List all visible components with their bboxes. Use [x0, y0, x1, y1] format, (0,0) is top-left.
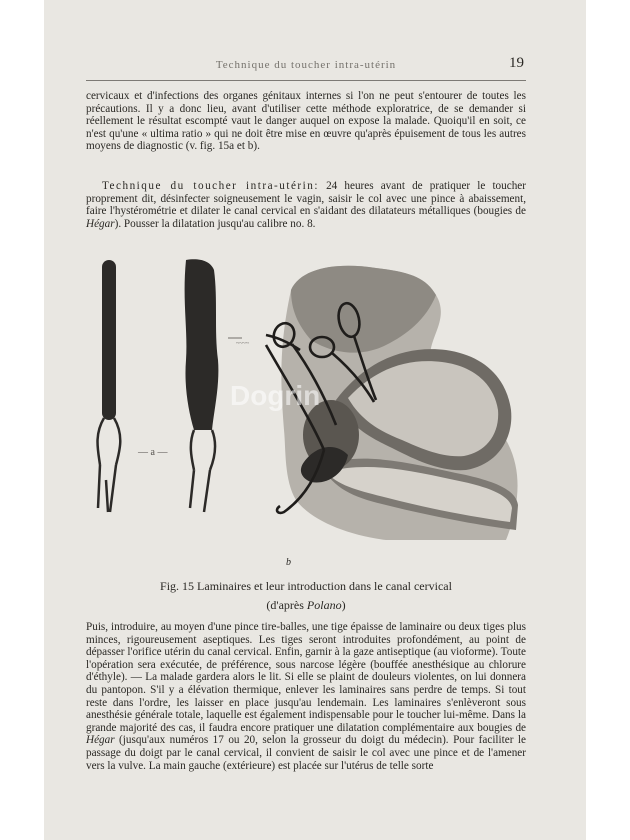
paragraph-2-text: [86, 180, 526, 230]
watermark-text: Dogrin: [230, 380, 321, 411]
paragraph-3-italic: Hégar: [86, 734, 115, 747]
figure-15-drawing: [86, 250, 526, 580]
paragraph-2-lead: Technique du toucher intra-utérin:: [102, 180, 319, 192]
paragraph-3: [86, 621, 526, 772]
page-header: [86, 50, 526, 81]
paragraph-1: [86, 90, 526, 153]
running-title: Technique du toucher intra-utérin: [215, 59, 397, 71]
paragraph-2-italic: Hégar: [86, 217, 115, 230]
laminaria-thin-drawing: [98, 260, 121, 512]
paragraph-2: [86, 180, 526, 230]
figure-source: [86, 598, 526, 613]
page-number: 19: [509, 55, 524, 71]
figure-15-illustration: [86, 250, 526, 580]
scale-label: ~~~~: [236, 341, 249, 347]
figure-source-author: Polano: [306, 598, 342, 612]
paragraph-3-body-a: Puis, introduire, au moyen d'une pince tire-balles, une tige épaisse de laminaire ou deux tiges plus minces, rigoureusement aseptiques. Les tiges seront introduites profondément, au point de dépasser l'orifice utérin du canal cervical. Enfin, garnir à la gaze antiseptique (au vioforme). Toute l'opération sera exécutée, de préférence, sous narcose légère (bouffée anesthésique au chlorure d'éthyle). — La malade gardera alors le lit. Si elle se plaint de douleurs violentes, on lui donnera du pantopon. S'il y a élévation thermique, enlever les laminaires sans perdre de temps. Si tout reste dans l'ordre, les laisser en place jusqu'au lendemain. Les laminaires s'enlèveront sous anesthésie générale totale, laquelle est également indispensable pour le toucher lui-même. Dans la grande majorité des cas, il faudra encore pratiquer une dilatation complémentaire aux bougies de: [86, 621, 526, 734]
figure-source-prefix: (d'après: [266, 598, 307, 612]
figure-label-a: — a —: [138, 447, 168, 458]
figure-source-suffix: ): [341, 598, 346, 612]
figure-caption: Fig. 15 Laminaires et leur introduction dans le canal cervical: [160, 579, 452, 593]
paragraph-1-text: cervicaux et d'infections des organes génitaux internes si l'on ne peut s'entourer de toutes les précautions. Il y a donc lieu, avant d'utiliser cette méthode exploratrice, de se demander si réellement le résultat escompté vaut le danger auquel on expose la malade. Quoiqu'il en soit, ce n'est qu'une « ultima ratio » qui ne doit être mise en œuvre qu'après épuisement de tous les autres moyens de diagnostic (v. fig. 15a et b).: [86, 90, 526, 153]
paragraph-2-body-a: 24 heures avant de pratiquer le toucher proprement dit, désinfecter soigneusement le vagin, saisir le col avec une pince à abaissement, faire l'hystérométrie et dilater le canal cervical en s'aidant des dilatateurs métalliques (bougies de: [86, 180, 526, 218]
paragraph-3-body-b: (jusqu'aux numéros 17 ou 20, selon la grosseur du doigt du médecin). Pour faciliter le passage du doigt par le canal cervical, il convient de saisir le col avec une pince et de l'amener vers la vulve. La main gauche (extérieure) est placée sur l'utérus de telle sorte: [86, 734, 526, 772]
figure-label-b: b: [286, 557, 291, 568]
paragraph-3-text: [86, 621, 526, 772]
paragraph-2-body-b: ). Pousser la dilatation jusqu'au calibre no. 8.: [114, 217, 316, 230]
